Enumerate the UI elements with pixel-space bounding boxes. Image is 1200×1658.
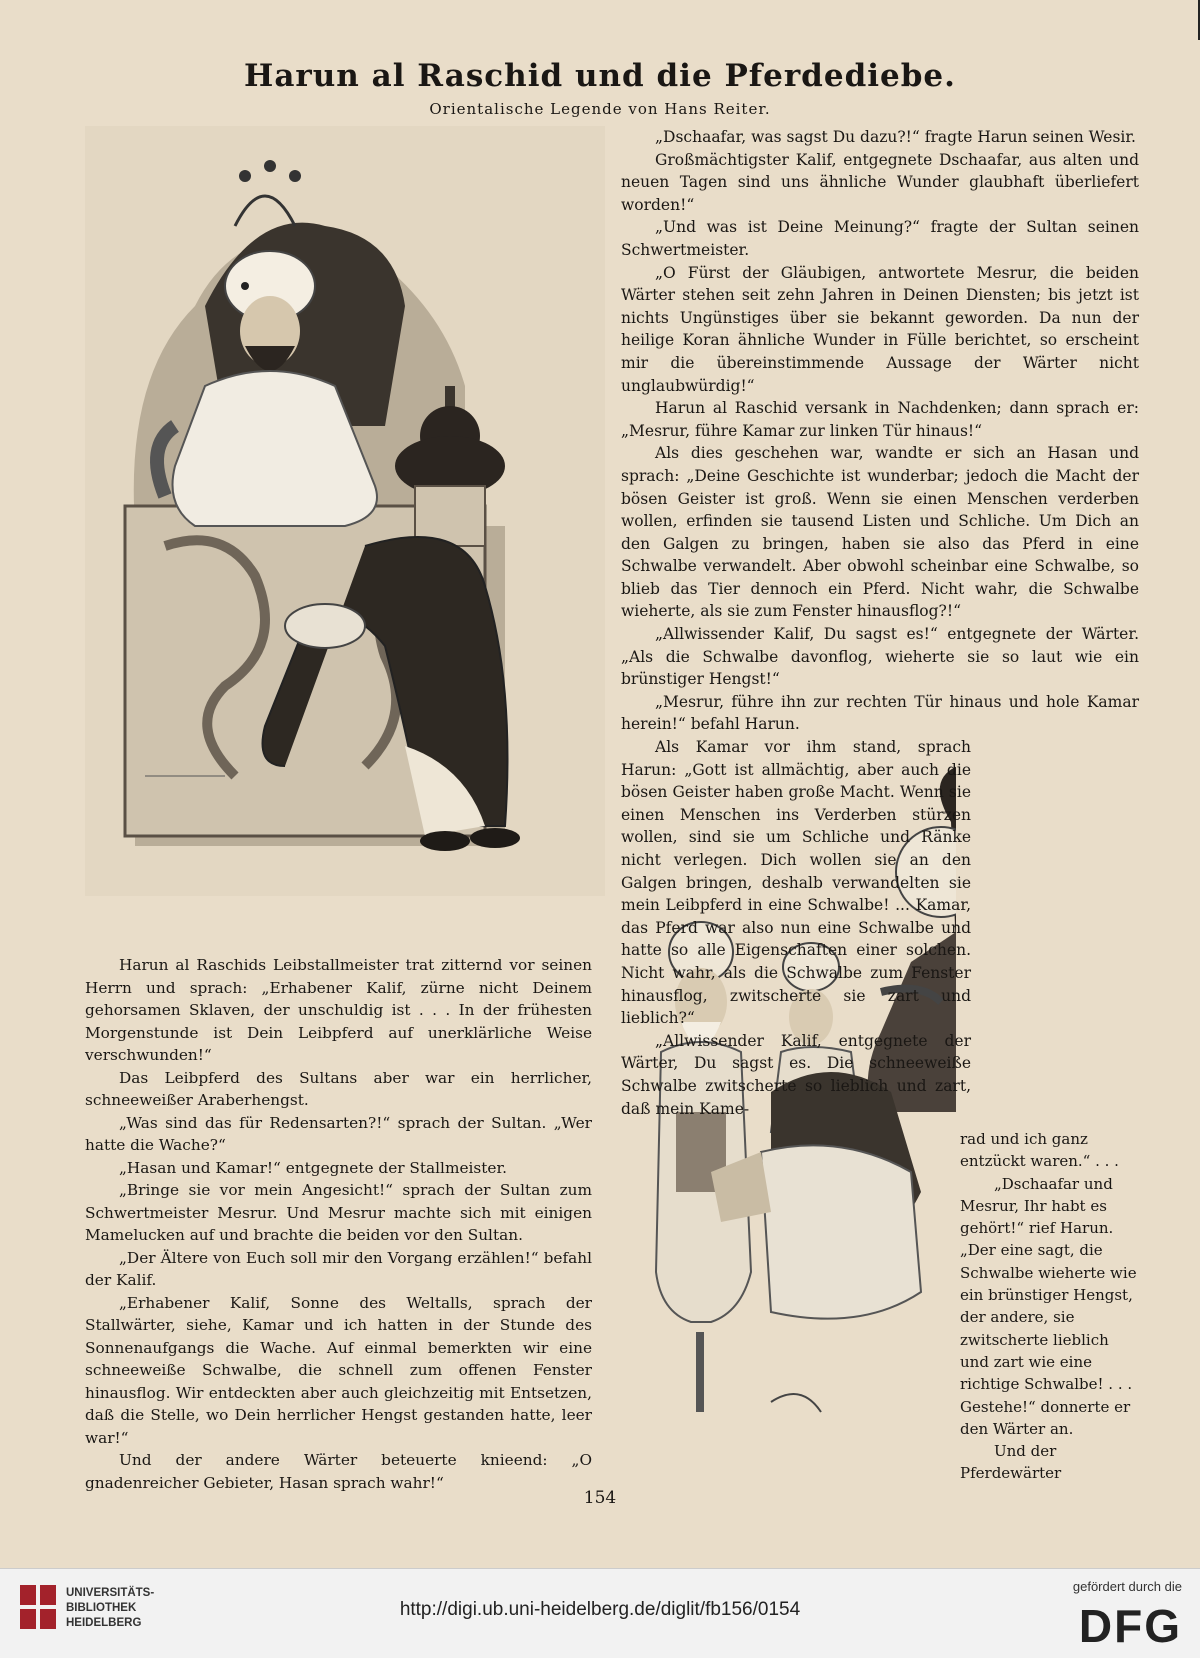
paragraph: Harun al Raschids Leibstallmeister trat zitternd vor seinen Herrn und sprach: „Erhabener Kalif, zürne nicht Deinem gehorsamen Sklaven, der unschuldig ist . . . In der frühesten Morgenstunde ist Dein Leibpferd auf unerklärliche Weise verschwunden!“ [85,956,592,1064]
paragraph: „Mesrur, führe ihn zur rechten Tür hinaus und hole Kamar herein!“ befahl Harun. [621,692,1139,734]
illustration-sultan-throne [85,126,605,896]
paragraph: „Erhabener Kalif, Sonne des Weltalls, sprach der Stallwärter, siehe, Kamar und ich hatten in der Stunde des Sonnenaufgangs die Wache. Auf einmal bemerkten wir eine schneeweiße Schwalbe, die schnell zum offenen Fenster hinausflog. Wir entdeckten aber auch gleichzeitig mit Entsetzen, daß die Stelle, wo Dein herrlicher Hengst gestanden hatte, leer war!“ [85,1293,592,1447]
paragraph: „Allwissender Kalif, entgegnete der Wärter, Du sagst es. Die schneeweiße Schwalbe zwitscherte so lieblich und zart, daß mein Kame- [621,1031,971,1118]
left-column-text [85,954,592,1494]
paragraph: „Bringe sie vor mein Angesicht!“ sprach der Sultan zum Schwertmeister Mesrur. Und Mesrur machte sich mit einigen Mamelucken auf und brachte die beiden vor den Sultan. [85,1181,592,1244]
funding-text: gefördert durch die [1072,1579,1182,1594]
institution-line: HEIDELBERG [66,1617,142,1629]
library-footer [0,1568,1200,1658]
paragraph: Und der Pferdewärter [960,1442,1062,1483]
right-lower-column-text [960,1128,1140,1485]
paragraph: Und der andere Wärter beteuerte knieend: „O gnadenreicher Gebieter, Hasan sprach wahr!“ [85,1451,592,1492]
paragraph: Harun al Raschid versank in Nachdenken; dann sprach er: „Mesrur, führe Kamar zur linken Tür hinaus!“ [621,399,1139,440]
paragraph: „O Fürst der Gläubigen, antwortete Mesrur, die beiden Wärter stehen seit zehn Jahren in Deinen Diensten; bis jetzt ist nichts Ungünstiges über sie bekannt geworden. Da nun der heilige Koran ähnliche Wunder in Fülle berichtet, so erscheint mir die übereinstimmende Aussage der Wärter nicht unglaubwürdig!“ [621,263,1139,395]
paragraph: Das Leibpferd des Sultans aber war ein herrlicher, schneeweißer Araberhengst. [85,1068,592,1109]
paragraph: „Der Ältere von Euch soll mir den Vorgang erzählen!“ befahl der Kalif. [85,1248,592,1289]
paragraph: Großmächtigster Kalif, entgegnete Dschaafar, aus alten und neuen Tagen sind uns ähnliche Wunder glaubhaft überliefert worden!“ [621,150,1139,214]
permalink-url[interactable]: http://digi.ub.uni-heidelberg.de/diglit/fb156/0154 [399,1599,801,1620]
paragraph: „Allwissender Kalif, Du sagst es!“ entgegnete der Wärter. „Als die Schwalbe davonflog, wieherte sie so laut wie ein brünstiger Hengst!“ [621,625,1139,689]
paragraph: rad und ich ganz entzückt waren.“ . . . [960,1130,1119,1171]
paragraph: Als dies geschehen war, wandte er sich an Hasan und sprach: „Deine Geschichte ist wunderbar; jedoch die Macht der bösen Geister ist groß. Wenn sie einen Menschen verderben wollen, erfinden sie tausend Listen und Schliche. Um Dich an den Galgen zu bringen, haben sie also das Pferd in eine Schwalbe verwandelt. Aber obwohl scheinbar eine Schwalbe, so blieb das Tier dennoch ein Pferd. Nicht wahr, die Schwalbe wieherte, als sie zum Fenster hinausflog?!“ [621,444,1139,621]
paragraph: „Und was ist Deine Meinung?“ fragte der Sultan seinen Schwertmeister. [621,218,1139,259]
page-number: 154 [583,1488,617,1508]
dfg-logo: DFG [1078,1600,1182,1652]
institution-line: UNIVERSITÄTS- [66,1587,155,1599]
paragraph: „Was sind das für Redensarten?!“ sprach der Sultan. „Wer hatte die Wache?“ [85,1113,592,1154]
paragraph: „Dschaafar, was sagst Du dazu?!“ fragte Harun seinen Wesir. [655,128,1136,146]
right-column-text [621,126,1139,1120]
article-title: Harun al Raschid und die Pferdediebe. [244,58,956,94]
paragraph: „Hasan und Kamar!“ entgegnete der Stallmeister. [119,1158,507,1177]
throne-drawing [85,126,605,896]
paragraph: Als Kamar vor ihm stand, sprach Harun: „Gott ist allmächtig, aber auch die bösen Geister haben große Macht. Wenn sie einen Menschen ins Verderben stürzen wollen, sind sie um Schliche und Ränke nicht verlegen. Dich wollen sie an den Galgen bringen, deshalb verwandelten sie mein Leibpferd in eine Schwalbe! ... Kamar, das Pferd war also nun eine Schwalbe und hatte so alle Eigenschaften einer solchen. Nicht wahr, als die Schwalbe zum Fenster hinausflog, zwitscherte sie zart und lieblich?“ [621,738,971,1028]
institution-line: BIBLIOTHEK [66,1602,137,1614]
article-subtitle: Orientalische Legende von Hans Reiter. [429,100,771,118]
paragraph: „Dschaafar und Mesrur, Ihr habt es gehört!“ rief Harun. „Der eine sagt, die Schwalbe wieherte wie ein brünstiger Hengst, der andere, sie zwitscherte lieblich und zart wie eine richtige Schwalbe! . . . Gestehe!“ donnerte er den Wärter an. [960,1174,1137,1438]
